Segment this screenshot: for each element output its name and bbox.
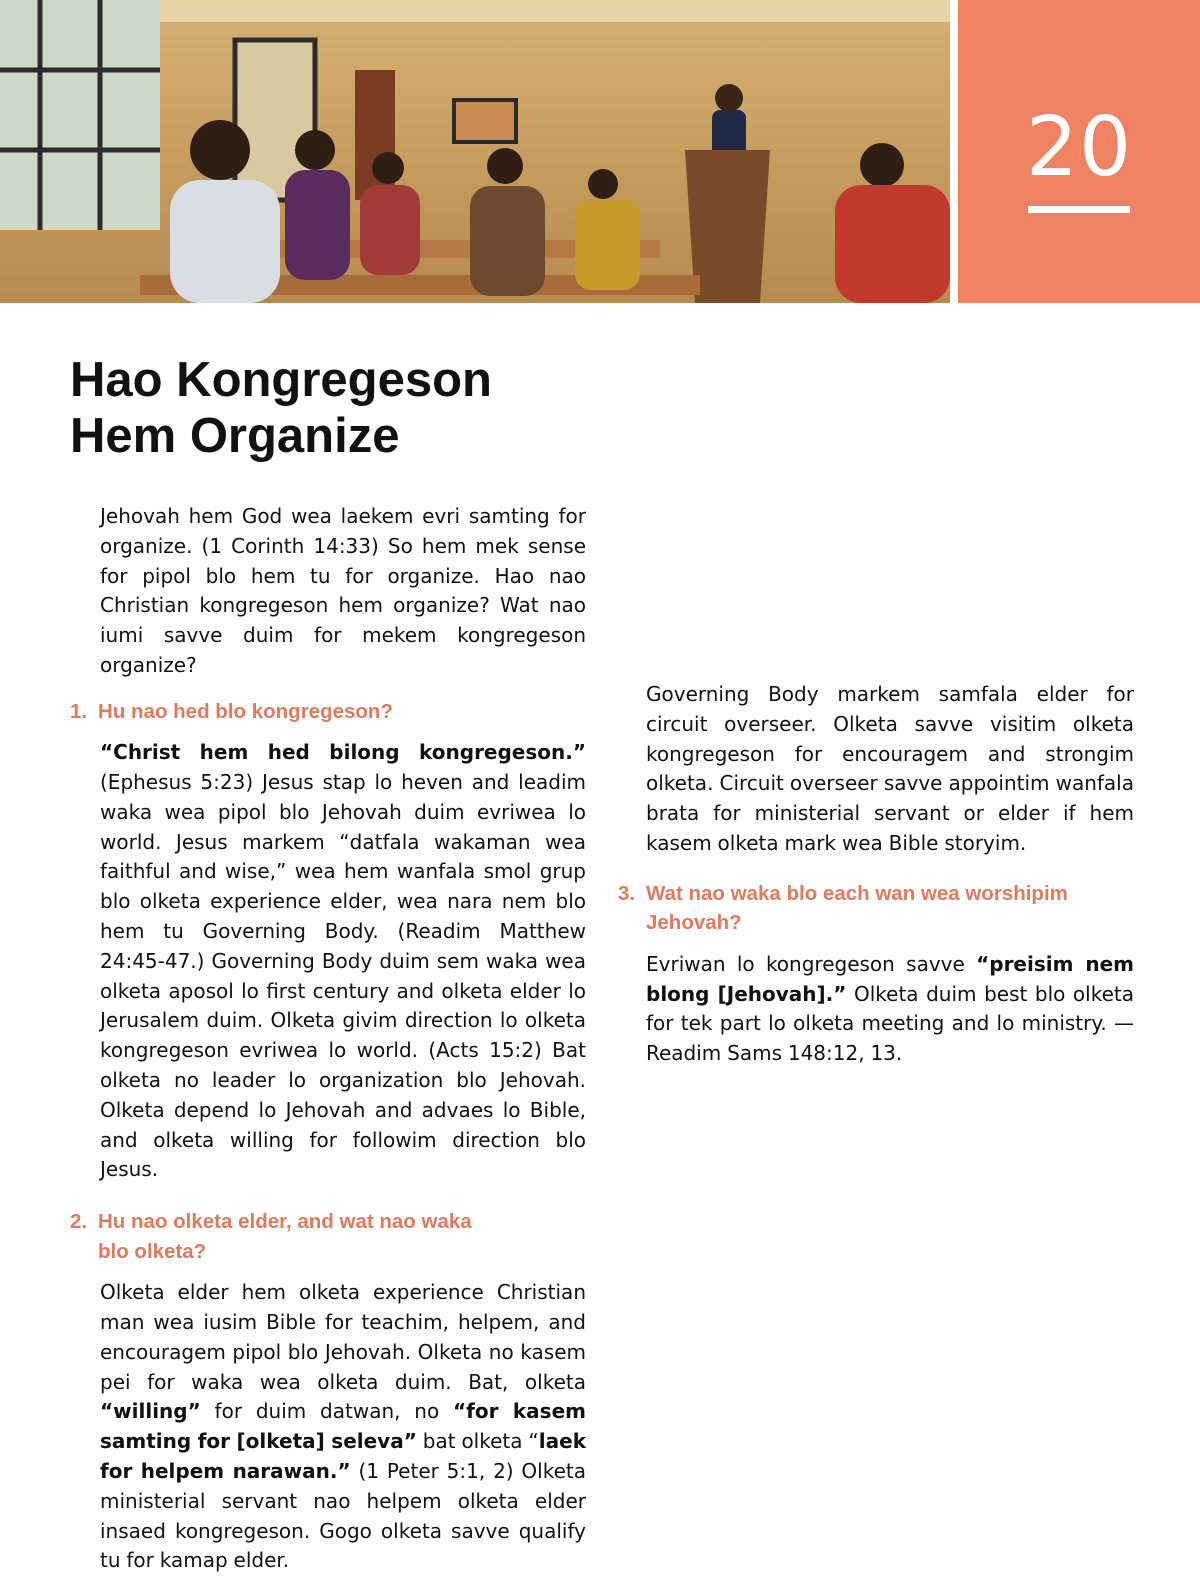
question-3-text: Wat nao waka blo each wan wea worshipim Jehovah? — [646, 881, 1068, 935]
question-2-number: 2. — [70, 1210, 88, 1234]
answer-1-paragraph — [100, 738, 586, 1185]
question-2-text-line-1: Hu nao olketa elder, and wat nao waka — [98, 1210, 472, 1234]
intro-paragraph: Jehovah hem God wea laekem evri samting for organize. (1 Corinth 14:33) So hem mek sense for pipol blo hem tu for organize. Hao nao Christian kongregeson hem organize? Wat nao iumi savve duim for mekem kongregeson organize? — [100, 504, 586, 677]
page-title — [70, 352, 492, 464]
page-title-line-1: Hao Kongregeson — [70, 353, 492, 407]
answer-3-text-b: Olketa duim best blo olketa for tek part lo olketa meeting and lo ministry. —Readim Sams 148:12, 13. — [646, 981, 1134, 1066]
question-1-text: Hu nao hed blo kongregeson? — [98, 699, 393, 723]
question-2-text-line-2: blo olketa? — [98, 1239, 207, 1263]
answer-2-text-d: (1 Peter 5:1, 2) Olketa ministerial servant nao helpem olketa elder insaed kongregeson. Gogo olketa savve qualify tu for kamap elder. — [100, 1459, 587, 1573]
question-2 — [70, 1207, 586, 1266]
question-1-number: 1. — [70, 699, 88, 723]
answer-3-text-a: Evriwan lo kongregeson savve — [646, 951, 977, 976]
answer-2-bold-c: laek for helpem narawan.” — [100, 1429, 586, 1484]
answer-2-paragraph-1 — [100, 1278, 586, 1576]
answer-2-text-c: bat olketa “ — [416, 1429, 539, 1454]
chapter-badge — [958, 0, 1200, 303]
chapter-rule — [1028, 206, 1130, 213]
answer-3-bold: “preisim nem blong [Jehovah].” — [646, 951, 1135, 1006]
page-title-line-2: Hem Organize — [70, 409, 400, 463]
answer-1-bold: “Christ hem hed bilong kongregeson.” — [100, 740, 586, 765]
answer-2-text-a: Olketa elder hem olketa experience Christian man wea iusim Bible for teachim, helpem, and encouragem pipol blo Jehovah. Olketa no kasem pei for waka wea olketa duim. Bat, olketa — [100, 1280, 586, 1394]
chapter-number: 20 — [1025, 100, 1133, 195]
question-3 — [618, 879, 1134, 938]
answer-1-body: (Ephesus 5:23) Jesus stap lo heven and leadim waka wea pipol blo Jehovah duim evriwea lo world. Jesus markem “datfala wakaman wea faithful and wise,” wea hem wanfala smol grup blo olketa experience elder, wea nara nem blo hem tu Governing Body. (Readim Matthew 24:45-47.) Governing Body duim sem waka wea olketa aposol lo first century and olketa elder lo Jerusalem duim. Olketa givim direction lo olketa kongregeson evriwea lo world. (Acts 15:2) Bat olketa no leader lo organization blo Jehovah. Olketa depend lo Jehovah and advaes lo Bible, and olketa willing for followim direction blo Jesus. — [100, 770, 586, 1182]
question-3-number: 3. — [618, 881, 636, 905]
answer-2-paragraph-2: Governing Body markem samfala elder for circuit overseer. Olketa savve visitim olketa kongregeson for encouragem and strongim olketa. Circuit overseer savve appointim wanfala brata for ministerial servant or elder if hem kasem olketa mark wea Bible storyim. — [646, 682, 1134, 855]
answer-2-text-b: for duim datwan, no — [200, 1399, 454, 1424]
answer-3-paragraph — [646, 950, 1134, 1069]
left-column — [70, 502, 586, 1588]
right-col — [618, 680, 1134, 1081]
question-1 — [70, 697, 586, 727]
kingdom-hall-meeting-photo — [0, 0, 950, 303]
header-photo — [0, 0, 950, 303]
answer-2-bold-b: “for kasem samting for [olketa] seleva” — [100, 1399, 586, 1454]
answer-2-bold-a: “willing” — [100, 1399, 201, 1424]
